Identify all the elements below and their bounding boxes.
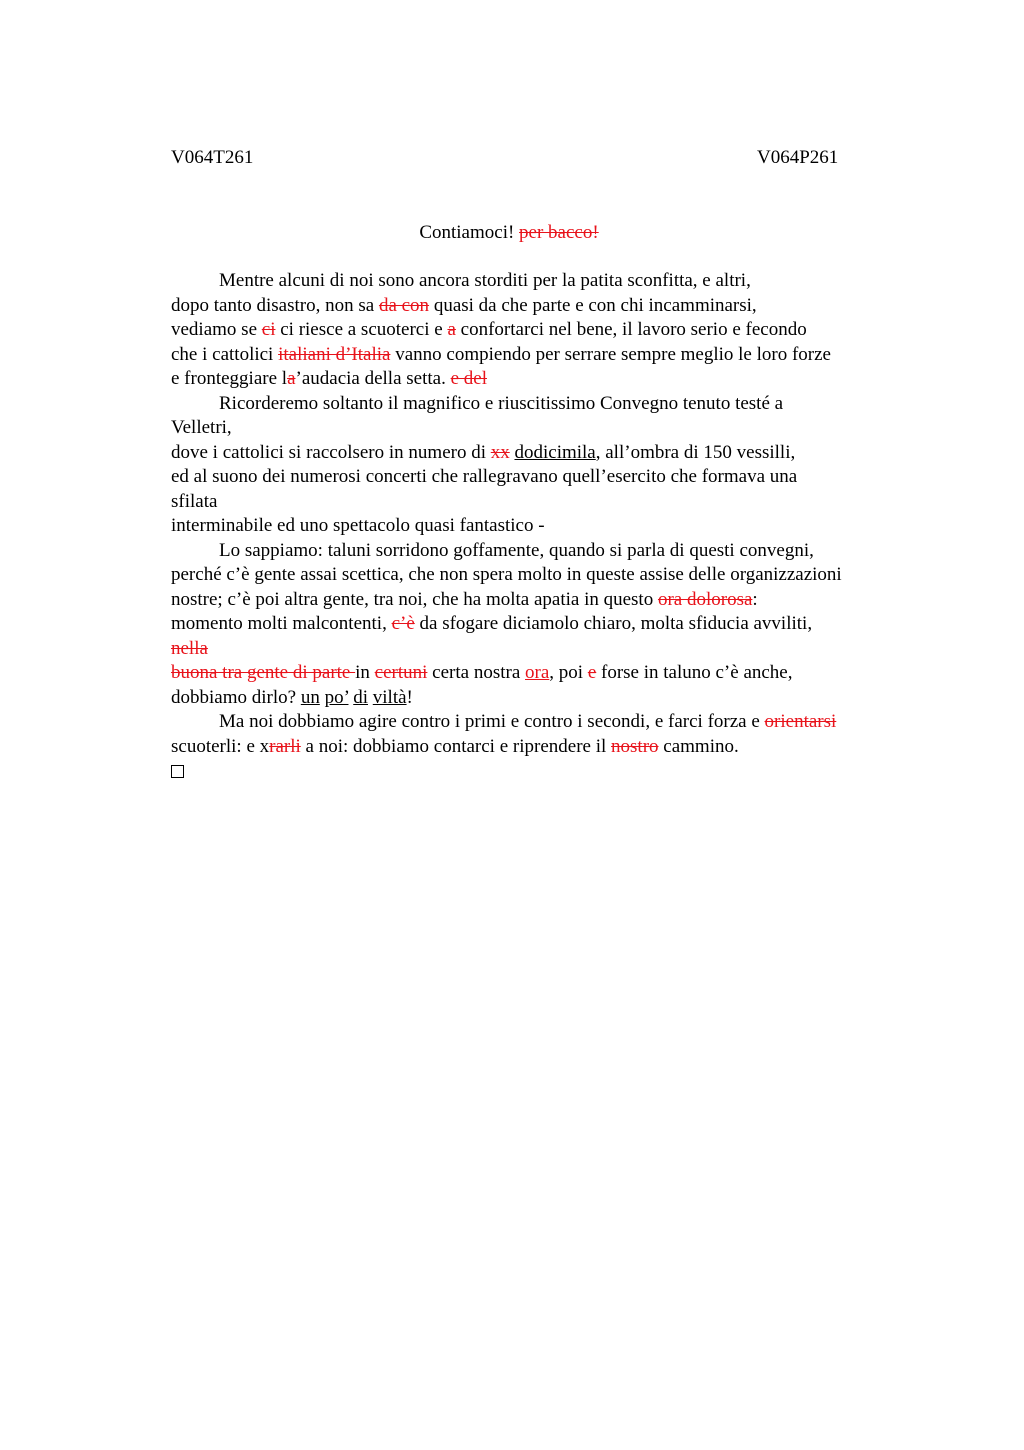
text-run: da sfogare diciamolo chiaro, molta sfiducia avviliti, xyxy=(414,613,813,634)
paragraph-1 xyxy=(171,269,911,392)
text-line xyxy=(171,318,911,343)
deleted-text: a xyxy=(287,368,296,389)
deleted-text: orientarsi xyxy=(764,711,837,732)
text-line xyxy=(171,367,911,392)
deleted-text: ci xyxy=(261,319,276,340)
deleted-text: buona tra gente di parte xyxy=(171,662,356,683)
paragraph-3 xyxy=(171,539,911,711)
text-run: interminabile ed uno spettacolo quasi fantastico - xyxy=(171,515,545,536)
deleted-text: e del xyxy=(450,368,487,389)
checkbox-square-icon xyxy=(171,765,184,778)
text-run: Ma noi dobbiamo agire contro i primi e contro i secondi, e farci forza e xyxy=(219,711,765,732)
text-run: Ricorderemo soltanto il magnifico e riuscitissimo Convegno tenuto testé a xyxy=(219,392,784,414)
text-line xyxy=(171,441,911,466)
deleted-text: da con xyxy=(378,294,430,316)
text-line xyxy=(171,588,911,613)
text-line xyxy=(171,661,911,686)
text-line xyxy=(171,514,911,539)
text-line xyxy=(171,269,911,294)
deleted-text: a xyxy=(447,319,456,340)
text-line xyxy=(171,735,911,760)
text-line xyxy=(171,637,911,662)
document-code-right: V064P261 xyxy=(757,147,839,168)
text-line xyxy=(171,416,911,441)
text-line xyxy=(171,392,911,417)
deleted-text: rarli xyxy=(269,735,301,757)
text-run: nostre; c’è poi altra gente, tra noi, che ha molta apatia in questo xyxy=(171,588,658,610)
paragraph-4 xyxy=(171,710,911,759)
end-marker-line xyxy=(171,759,911,784)
text-run: certa nostra xyxy=(427,662,526,683)
document-title xyxy=(171,221,847,245)
text-run: ! xyxy=(406,686,413,708)
deleted-text: c’è xyxy=(391,613,415,634)
text-line xyxy=(171,686,911,711)
text-run: vediamo se xyxy=(171,319,262,340)
title-deletion: per bacco! xyxy=(519,222,599,243)
inserted-text: viltà xyxy=(372,686,407,708)
text-run: forse in taluno c’è anche, xyxy=(596,662,793,683)
document-body xyxy=(171,269,911,784)
text-run: dove i cattolici si raccolsero in numero di xyxy=(171,441,491,463)
text-run: sfilata xyxy=(171,490,218,512)
deleted-text: ora xyxy=(525,662,550,683)
inserted-text: un xyxy=(300,686,320,708)
text-line xyxy=(171,343,911,368)
title-text: Contiamoci! xyxy=(419,222,515,243)
text-run: confortarci nel bene, il lavoro serio e fecondo xyxy=(455,319,807,340)
text-line xyxy=(171,465,911,490)
text-run: Lo sappiamo: taluni sorridono goffamente, quando si parla di questi convegni, xyxy=(219,539,814,561)
deleted-text: xx xyxy=(490,441,510,463)
text-run: vanno compiendo per serrare sempre meglio le loro forze xyxy=(390,343,831,365)
text-run: Mentre alcuni di noi sono ancora storditi per la patita sconfitta, e altri, xyxy=(219,270,751,291)
document-code-left: V064T261 xyxy=(171,147,254,168)
text-line xyxy=(171,710,911,735)
text-run: perché c’è gente assai scettica, che non spera molto in queste assise delle organizzazioni xyxy=(171,564,842,585)
text-run: dopo tanto disastro, non sa xyxy=(171,294,379,316)
text-line xyxy=(171,563,911,588)
text-run: che i cattolici xyxy=(171,343,279,365)
text-run: dobbiamo dirlo? xyxy=(171,686,301,708)
text-line xyxy=(171,612,911,637)
deleted-text: italiani d’Italia xyxy=(278,343,391,365)
text-run: , all’ombra di 150 vessilli, xyxy=(595,441,796,463)
inserted-text: dodicimila xyxy=(514,441,596,463)
text-run: ’audacia della setta. xyxy=(295,368,451,389)
text-run: quasi da che parte e con chi incamminarsi, xyxy=(429,294,757,316)
text-run: , poi xyxy=(549,662,588,683)
deleted-text: e xyxy=(587,662,597,683)
text-run: in xyxy=(355,662,375,683)
deleted-text: ora dolorosa xyxy=(657,588,753,610)
text-run: ed al suono dei numerosi concerti che rallegravano quell’esercito che formava una xyxy=(171,466,798,487)
text-run: scuoterli: e x xyxy=(171,735,270,757)
paragraph-2 xyxy=(171,392,911,539)
text-run: momento molti malcontenti, xyxy=(171,613,392,634)
inserted-text: po’ xyxy=(324,686,349,708)
text-line xyxy=(171,539,911,564)
deleted-text: nostro xyxy=(611,735,659,757)
text-run: : xyxy=(752,588,758,610)
text-line xyxy=(171,294,911,319)
inserted-text: di xyxy=(353,686,369,708)
text-run: e fronteggiare l xyxy=(171,368,288,389)
deleted-text: certuni xyxy=(374,662,428,683)
text-run: cammino. xyxy=(658,735,739,757)
deleted-text: nella xyxy=(171,637,208,659)
text-run: Velletri, xyxy=(171,417,232,438)
text-run: ci riesce a scuoterci e xyxy=(275,319,448,340)
text-run: a noi: dobbiamo contarci e riprendere il xyxy=(300,735,612,757)
text-line xyxy=(171,490,911,515)
